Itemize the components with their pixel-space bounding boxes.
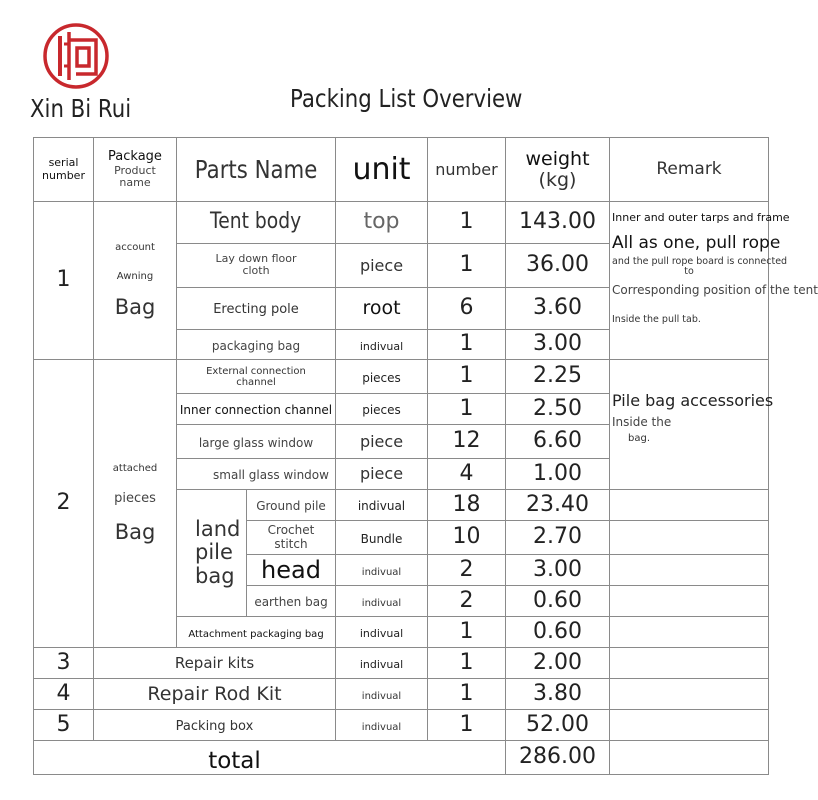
part-name-cell: Packing box xyxy=(94,710,336,741)
table-row xyxy=(34,710,769,741)
unit-cell: pieces xyxy=(336,360,428,394)
table-row xyxy=(34,202,769,244)
table-row xyxy=(34,679,769,710)
weight-cell: 36.00 xyxy=(506,244,610,288)
remark-cell xyxy=(610,586,769,617)
remark-cell-group1: Inner and outer tarps and frame All as one, pull rope and the pull rope board is connected to Corresponding position of the tent Inside the pull tab. xyxy=(610,202,769,360)
brand-name: Xin Bi Rui xyxy=(30,94,132,123)
package-cell: attached pieces Bag xyxy=(94,360,177,648)
unit-cell: Bundle xyxy=(336,521,428,555)
remark-cell xyxy=(610,521,769,555)
unit-cell: indivual xyxy=(336,648,428,679)
remark-cell xyxy=(610,617,769,648)
weight-cell: 2.25 xyxy=(506,360,610,394)
number-cell: 18 xyxy=(428,490,506,521)
weight-cell: 2.50 xyxy=(506,394,610,425)
weight-cell: 6.60 xyxy=(506,425,610,459)
unit-cell: piece xyxy=(336,459,428,490)
remark-cell xyxy=(610,710,769,741)
weight-cell: 3.00 xyxy=(506,330,610,360)
header-unit: unit xyxy=(336,138,428,202)
unit-cell: indivual xyxy=(336,710,428,741)
weight-cell: 2.70 xyxy=(506,521,610,555)
number-cell: 1 xyxy=(428,648,506,679)
weight-cell: 52.00 xyxy=(506,710,610,741)
weight-cell: 143.00 xyxy=(506,202,610,244)
table-row xyxy=(34,648,769,679)
part-name-cell: Repair kits xyxy=(94,648,336,679)
weight-cell: 3.80 xyxy=(506,679,610,710)
number-cell: 1 xyxy=(428,710,506,741)
remark-cell-group2: Pile bag accessories Inside the bag. xyxy=(610,360,769,490)
number-cell: 1 xyxy=(428,617,506,648)
number-cell: 1 xyxy=(428,360,506,394)
number-cell: 1 xyxy=(428,202,506,244)
brand-logo-icon xyxy=(42,22,110,90)
number-cell: 4 xyxy=(428,459,506,490)
remark-cell xyxy=(610,679,769,710)
unit-cell: indivual xyxy=(336,555,428,586)
unit-cell: piece xyxy=(336,425,428,459)
remark-cell xyxy=(610,741,769,775)
weight-cell: 0.60 xyxy=(506,586,610,617)
remark-cell xyxy=(610,648,769,679)
number-cell: 6 xyxy=(428,288,506,330)
part-name-cell: Inner connection channel xyxy=(177,394,336,425)
total-label-cell: total xyxy=(34,741,506,775)
weight-cell: 1.00 xyxy=(506,459,610,490)
page-title: Packing List Overview xyxy=(290,84,523,113)
part-name-cell: Attachment packaging bag xyxy=(177,617,336,648)
unit-cell: root xyxy=(336,288,428,330)
remark-cell xyxy=(610,490,769,521)
packing-list-table xyxy=(33,137,818,775)
number-cell: 1 xyxy=(428,244,506,288)
part-name-cell: Erecting pole xyxy=(177,288,336,330)
part-name-cell: External connection channel xyxy=(177,360,336,394)
part-name-cell: Crochet stitch xyxy=(247,521,336,555)
number-cell: 12 xyxy=(428,425,506,459)
weight-cell: 3.00 xyxy=(506,555,610,586)
number-cell: 1 xyxy=(428,679,506,710)
part-name-cell: head xyxy=(247,555,336,586)
unit-cell: piece xyxy=(336,244,428,288)
part-name-cell: small glass window xyxy=(177,459,336,490)
header-package: Package Product name xyxy=(94,138,177,202)
unit-cell: indivual xyxy=(336,586,428,617)
part-name-cell: earthen bag xyxy=(247,586,336,617)
unit-cell: top xyxy=(336,202,428,244)
table-row xyxy=(34,360,769,394)
table-header-row xyxy=(34,138,769,202)
unit-cell: indivual xyxy=(336,679,428,710)
weight-cell: 3.60 xyxy=(506,288,610,330)
weight-cell: 2.00 xyxy=(506,648,610,679)
total-row xyxy=(34,741,769,775)
package-cell: account Awning Bag xyxy=(94,202,177,360)
serial-cell: 3 xyxy=(34,648,94,679)
serial-cell: 5 xyxy=(34,710,94,741)
unit-cell: indivual xyxy=(336,490,428,521)
total-weight-cell: 286.00 xyxy=(506,741,610,775)
remark-cell xyxy=(610,555,769,586)
weight-cell: 0.60 xyxy=(506,617,610,648)
header-remark: Remark xyxy=(610,138,769,202)
sub-group-cell: land pile bag xyxy=(177,490,247,617)
unit-cell: indivual xyxy=(336,617,428,648)
part-name-cell: large glass window xyxy=(177,425,336,459)
header-parts-name: Parts Name xyxy=(177,138,336,202)
unit-cell: pieces xyxy=(336,394,428,425)
part-name-cell: Tent body xyxy=(177,202,336,244)
part-name-cell: packaging bag xyxy=(177,330,336,360)
unit-cell: indivual xyxy=(336,330,428,360)
weight-cell: 23.40 xyxy=(506,490,610,521)
part-name-cell: Ground pile xyxy=(247,490,336,521)
number-cell: 2 xyxy=(428,555,506,586)
header-weight: weight (kg) xyxy=(506,138,610,202)
serial-cell: 1 xyxy=(34,202,94,360)
header-number: number xyxy=(428,138,506,202)
part-name-cell: Lay down floor cloth xyxy=(177,244,336,288)
number-cell: 1 xyxy=(428,394,506,425)
header-serial: serial number xyxy=(34,138,94,202)
number-cell: 2 xyxy=(428,586,506,617)
serial-cell: 4 xyxy=(34,679,94,710)
part-name-cell: Repair Rod Kit xyxy=(94,679,336,710)
number-cell: 1 xyxy=(428,330,506,360)
number-cell: 10 xyxy=(428,521,506,555)
serial-cell: 2 xyxy=(34,360,94,648)
